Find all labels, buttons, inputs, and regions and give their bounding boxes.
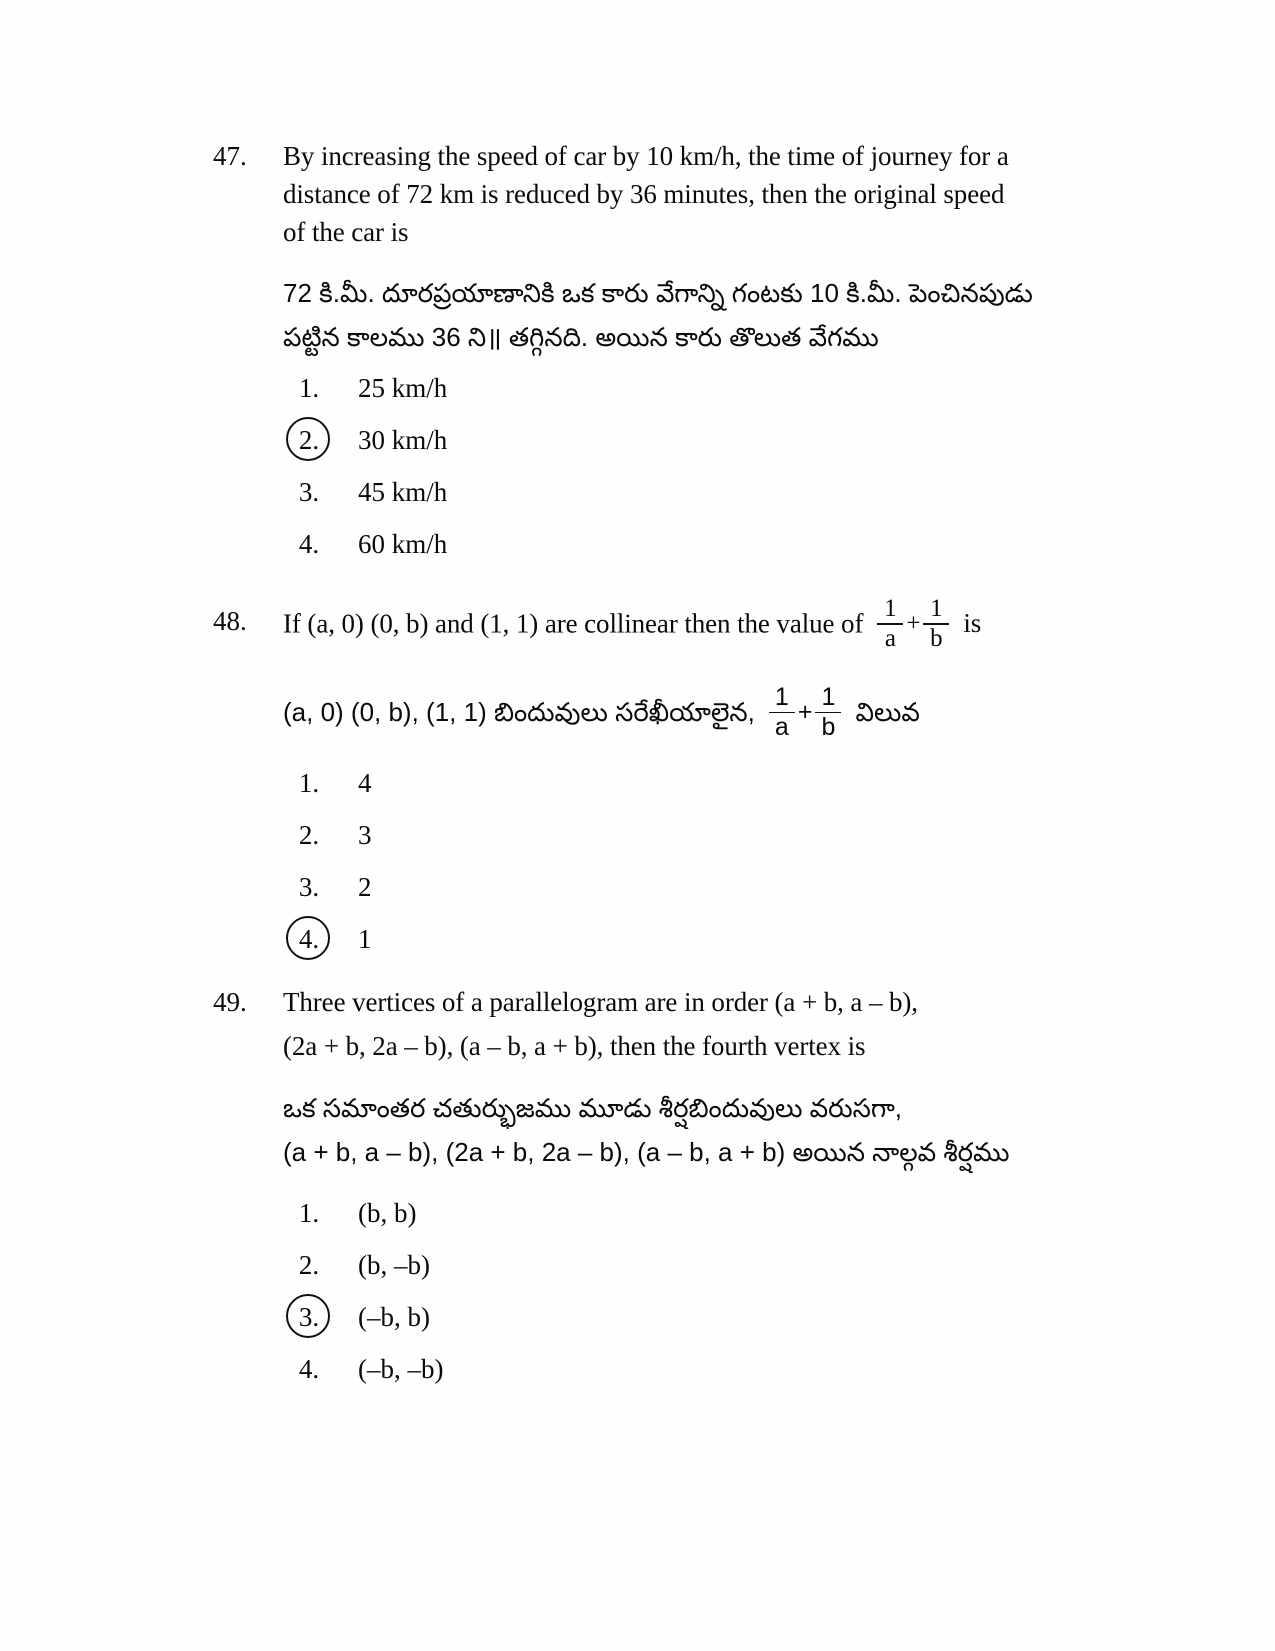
option-marker[interactable]: 1. — [298, 768, 320, 798]
question-text-telugu-line: పట్టిన కాలము 36 ని॥ తగ్గినది. అయిన కారు తొలుత వేగము — [283, 322, 879, 352]
question-number: 49. — [213, 987, 247, 1017]
option-label: (b, b) — [358, 1198, 417, 1228]
fraction-expression-telugu — [769, 684, 842, 740]
option-label: 60 km/h — [358, 529, 448, 559]
question-text-line: Three vertices of a parallelogram are in order (a + b, a – b), — [283, 987, 918, 1017]
question-text-telugu-line: ఒక సమాంతర చతుర్భుజము మూడు శీర్షబిందువులు వరుసగా, — [283, 1093, 903, 1123]
question-text-telugu-line — [283, 683, 1028, 742]
option-marker[interactable]: 3. — [298, 477, 320, 507]
fraction-denominator: b — [821, 713, 836, 742]
plus-operator: + — [906, 610, 921, 638]
question-text-telugu-line: (a + b, a – b), (2a + b, 2a – b), (a – b, a + b) అయిన నాల్గవ శీర్షము — [283, 1137, 1010, 1167]
option-marker-selected[interactable]: 4. — [283, 916, 335, 962]
question-number: 48. — [213, 606, 247, 636]
option-label: (–b, b) — [358, 1302, 430, 1332]
fraction-denominator: b — [930, 625, 943, 653]
fraction-numerator: 1 — [930, 595, 943, 622]
option-marker-selected[interactable]: 3. — [283, 1294, 335, 1340]
option-label: 3 — [358, 820, 372, 850]
fraction-one-over-a — [769, 684, 795, 740]
fraction-one-over-b — [815, 684, 841, 740]
telugu-suffix: విలువ — [855, 697, 920, 728]
fraction-denominator: a — [774, 713, 789, 742]
question-text-suffix: is — [963, 608, 982, 639]
question-text-line: of the car is — [283, 217, 409, 247]
option-marker[interactable]: 1. — [298, 1198, 320, 1228]
question-number: 47. — [213, 141, 247, 171]
fraction-numerator: 1 — [821, 683, 836, 712]
question-body — [283, 595, 1028, 743]
option-label: (b, –b) — [358, 1250, 430, 1280]
option-label: 45 km/h — [358, 477, 448, 507]
fraction-one-over-a — [877, 596, 903, 652]
option-label: (–b, –b) — [358, 1354, 444, 1384]
question-body — [283, 137, 1033, 359]
question-text-telugu-line: 72 కి.మీ. దూరప్రయాణానికి ఒక కారు వేగాన్ని గంటకు 10 కి.మీ. పెంచినపుడు — [283, 278, 1033, 308]
telugu-prefix: (a, 0) (0, b), (1, 1) బిందువులు సరేఖీయాలైన, — [283, 697, 755, 728]
question-text-line: distance of 72 km is reduced by 36 minutes, then the original speed — [283, 179, 1005, 209]
fraction-denominator: a — [884, 625, 896, 653]
option-label: 2 — [358, 872, 372, 902]
option-label: 1 — [358, 924, 372, 954]
option-marker[interactable]: 3. — [298, 872, 320, 902]
fraction-expression — [877, 596, 949, 652]
option-label: 25 km/h — [358, 373, 448, 403]
fraction-one-over-b — [923, 596, 949, 652]
question-body — [283, 980, 1028, 1174]
option-marker[interactable]: 1. — [298, 373, 320, 403]
question-text-line — [283, 595, 1028, 654]
option-label: 30 km/h — [358, 425, 448, 455]
plus-operator: + — [797, 698, 813, 727]
option-marker[interactable]: 4. — [298, 1354, 320, 1384]
fraction-numerator: 1 — [774, 683, 789, 712]
fraction-numerator: 1 — [884, 595, 897, 622]
question-text-prefix: If (a, 0) (0, b) and (1, 1) are collinear then the value of — [283, 608, 864, 639]
question-text-line: (2a + b, 2a – b), (a – b, a + b), then the fourth vertex is — [283, 1031, 866, 1061]
option-marker[interactable]: 2. — [298, 820, 320, 850]
option-label: 4 — [358, 768, 372, 798]
option-marker[interactable]: 2. — [298, 1250, 320, 1280]
option-marker-selected[interactable]: 2. — [283, 417, 335, 463]
option-marker[interactable]: 4. — [298, 529, 320, 559]
question-text-line: By increasing the speed of car by 10 km/h, the time of journey for a — [283, 141, 1009, 171]
